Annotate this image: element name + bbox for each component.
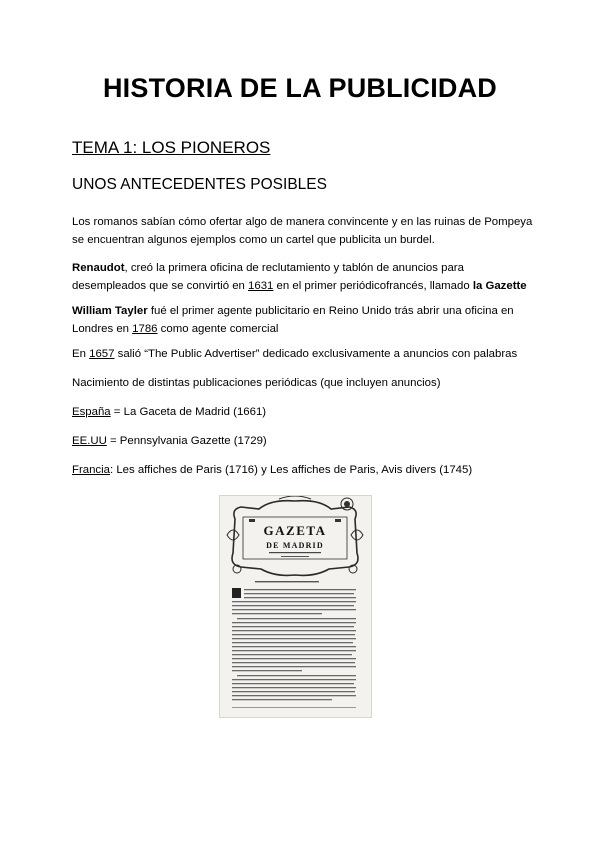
- country-label: España: [72, 406, 111, 418]
- section-heading: TEMA 1: LOS PIONEROS: [72, 138, 271, 157]
- dateline: [255, 581, 319, 582]
- gazeta-de-madrid-image: [219, 495, 372, 718]
- year-link: 1786: [132, 323, 158, 335]
- paragraph-text: en el primer periódicofrancés, llamado: [273, 280, 473, 292]
- publication-text: = Pennsylvania Gazette (1729): [106, 435, 267, 447]
- country-label: Francia: [72, 464, 110, 476]
- paragraph-text: salió “The Public Advertiser” dedicado exclusivamente a anuncios con palabras: [114, 348, 518, 360]
- masthead-title: GAZETA: [263, 523, 327, 538]
- subsection-heading: UNOS ANTECEDENTES POSIBLES: [72, 176, 327, 193]
- list-item-espana: [72, 403, 542, 421]
- paragraph-tayler: [72, 302, 542, 338]
- paragraph-advertiser: [72, 345, 542, 363]
- masthead-rule: [269, 552, 321, 553]
- footer-rule: [232, 707, 356, 708]
- publication-text: = La Gaceta de Madrid (1661): [110, 406, 267, 418]
- paragraph-line: se encuentran algunos ejemplos como un cartel que publicita un burdel.: [72, 234, 435, 246]
- paragraph-nacimiento: Nacimiento de distintas publicaciones periódicas (que incluyen anuncios): [72, 377, 441, 389]
- paragraph-line: Los romanos sabían cómo ofertar algo de manera convincente y en las ruinas de Pompeya: [72, 216, 533, 228]
- paragraph-renaudot: [72, 259, 542, 295]
- paragraph-text: Londres en: [72, 323, 133, 335]
- paragraph-text: fué el primer agente publicitario en Reino Unido trás abrir una oficina en: [147, 305, 514, 317]
- publication-name: la Gazette: [472, 280, 527, 292]
- masthead-subtitle: DE MADRID: [266, 541, 324, 550]
- paragraph-text: como agente comercial: [157, 323, 279, 335]
- paragraph-text: En: [72, 348, 90, 360]
- publication-text: : Les affiches de Paris (1716) y Les affiches de Paris, Avis divers (1745): [109, 464, 473, 476]
- page-title: HISTORIA DE LA PUBLICIDAD: [102, 73, 497, 103]
- paragraph-romanos: [72, 213, 542, 249]
- person-name: Renaudot: [72, 262, 125, 274]
- list-item-francia: [72, 461, 542, 479]
- masthead-rule: [281, 556, 309, 557]
- person-name: William Tayler: [72, 305, 148, 317]
- drop-cap: [232, 588, 241, 598]
- paragraph-text: desempleados que se convirtió en: [72, 280, 249, 292]
- year-link: 1657: [89, 348, 115, 360]
- paragraph-text: , creó la primera oficina de reclutamiento y tablón de anuncios para: [124, 262, 464, 274]
- list-item-eeuu: [72, 432, 542, 450]
- year-link: 1631: [248, 280, 274, 292]
- country-label: EE.UU: [72, 435, 107, 447]
